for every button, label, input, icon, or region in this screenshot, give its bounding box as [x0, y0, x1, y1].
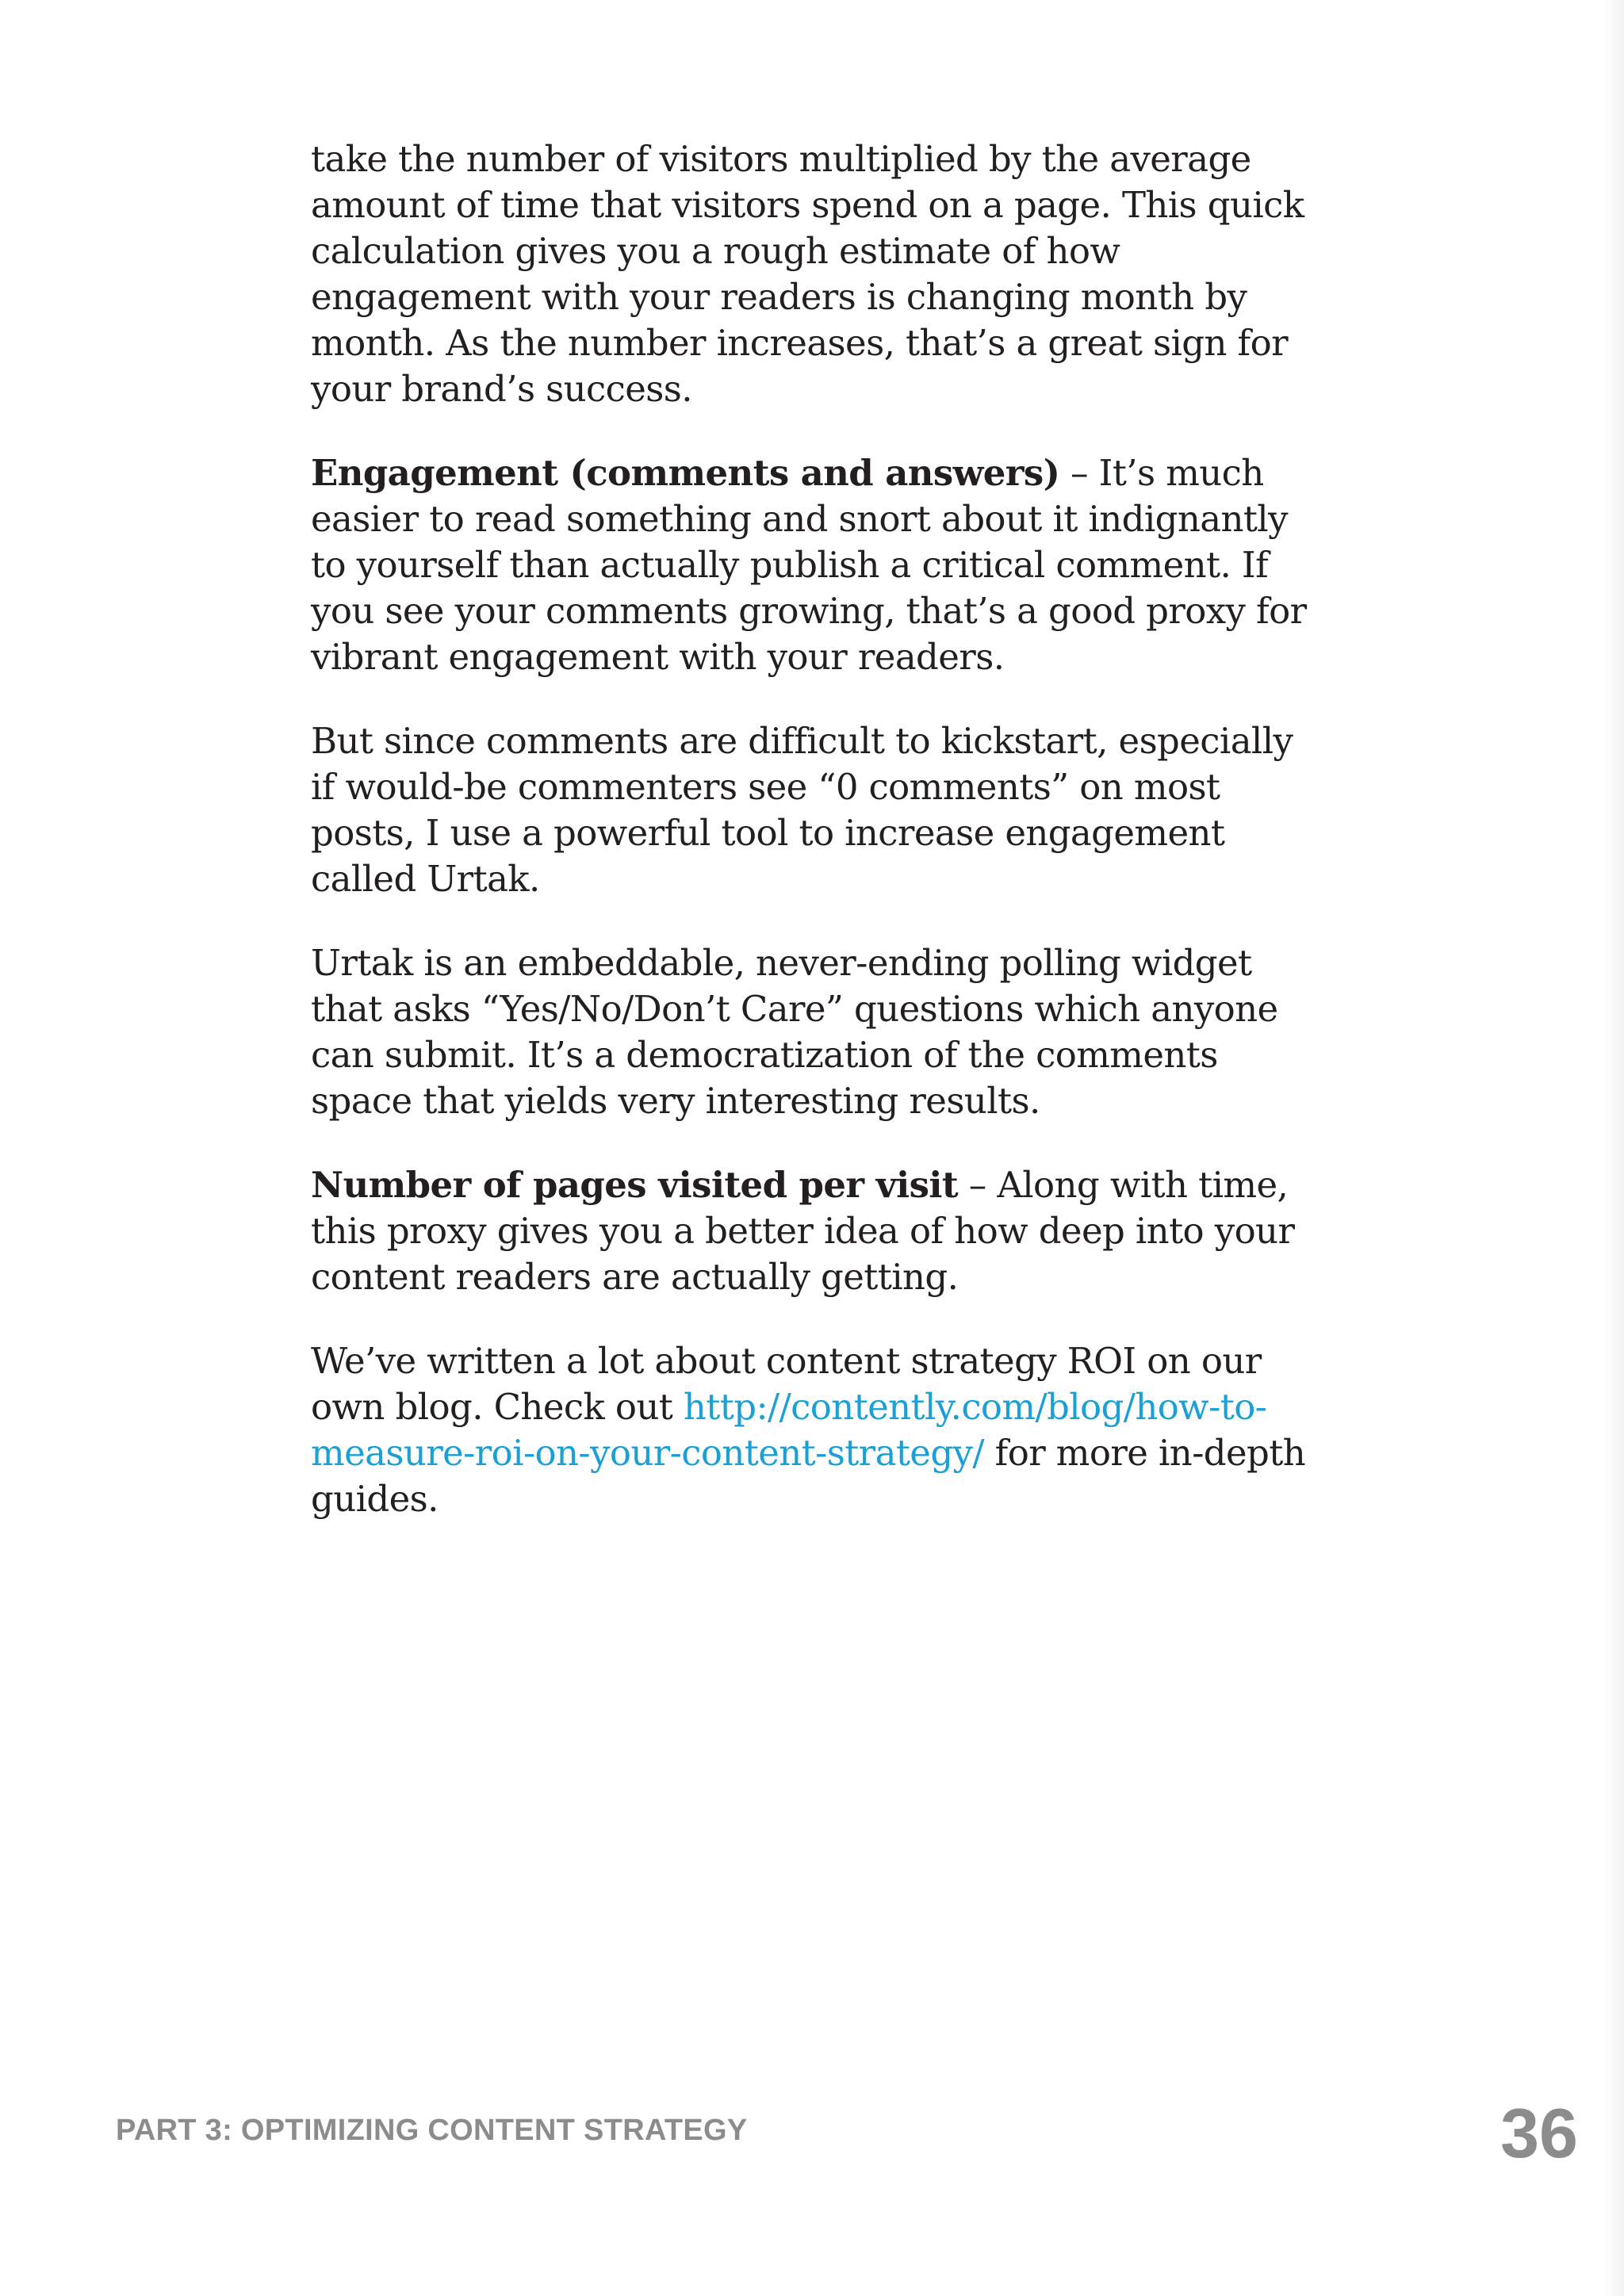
paragraph-engagement [311, 450, 1310, 680]
paragraph-pages-per-visit [311, 1162, 1310, 1300]
paragraph-text: – It’s much easier to read something and snort about it indignantly to yourself than actually publish a critical comment. If you see your comments growing, that’s a good proxy for vibrant engagement with your readers. [311, 452, 1307, 678]
paragraph-text: take the number of visitors multiplied by the average amount of time that visitors spend on a page. This quick calculation gives you a rough estimate of how engagement with your readers is changing month by month. As the number increases, that’s a great sign for your brand’s success. [311, 138, 1304, 410]
paragraph-text: We’ve written a lot about content strategy ROI on our own blog. Check out [311, 1340, 1262, 1428]
page-edge-shadow [1602, 0, 1624, 2296]
paragraph-urtak [311, 940, 1310, 1124]
roi-blog-link[interactable]: http://contently.com/blog/how-to-measure-roi-on-your-content-strategy/ [311, 1386, 1267, 1474]
engagement-heading: Engagement (comments and answers) [311, 452, 1060, 494]
paragraph-text: Urtak is an embeddable, never-ending polling widget that asks “Yes/No/Don’t Care” questions which anyone can submit. It’s a democratization of the comments space that yields very interesting results. [311, 942, 1278, 1122]
paragraph-text: for more in-depth guides. [311, 1432, 1306, 1520]
paragraph-text: – Along with time, this proxy gives you a better idea of how deep into your content readers are actually getting. [311, 1164, 1295, 1298]
pages-per-visit-heading: Number of pages visited per visit [311, 1164, 959, 1206]
body-text [311, 136, 1310, 1560]
paragraph-time-on-page [311, 136, 1310, 412]
paragraph-roi [311, 1338, 1310, 1522]
paragraph-comments-kickstart [311, 718, 1310, 902]
footer-section-title: PART 3: OPTIMIZING CONTENT STRATEGY [116, 2114, 748, 2147]
paragraph-text: But since comments are difficult to kickstart, especially if would-be commenters see “0 comments” on most posts, I use a powerful tool to increase engagement called Urtak. [311, 720, 1293, 900]
page-number: 36 [1500, 2094, 1578, 2172]
